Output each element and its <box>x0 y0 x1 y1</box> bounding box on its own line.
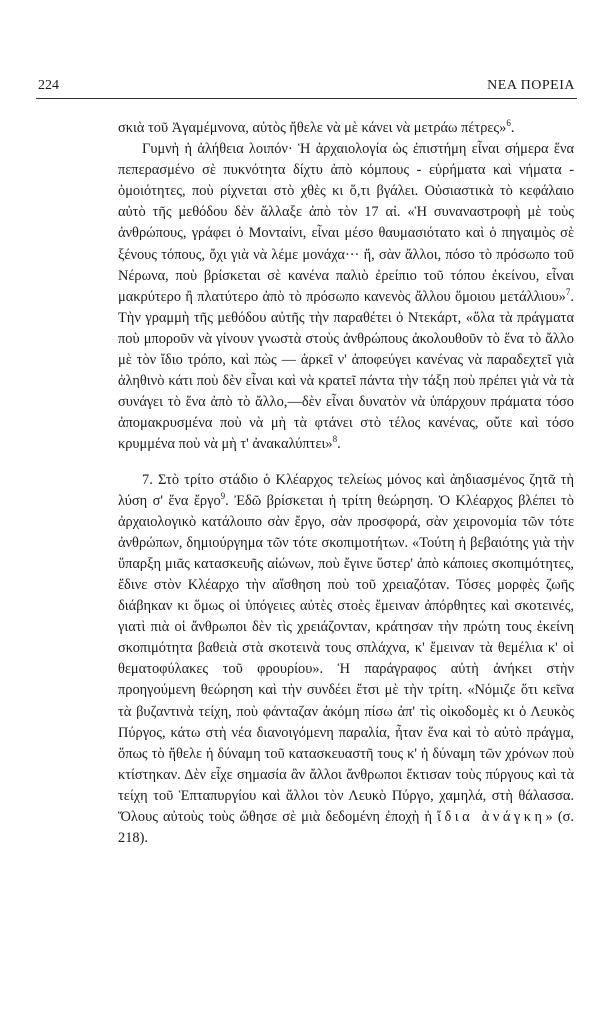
footnote-ref-6: 6 <box>506 118 511 129</box>
paragraph-3-end: » (σ. 218). <box>118 809 574 847</box>
paragraph-1-end: . <box>510 120 515 136</box>
header-rule <box>36 98 577 99</box>
footnote-ref-7: 7 <box>565 286 571 297</box>
footnote-ref-8: 8 <box>332 434 338 445</box>
paragraph-2 <box>118 139 574 455</box>
running-head <box>38 78 575 98</box>
paragraph-3-text-a: 7. Στὸ τρίτο στάδιο ὁ Κλέαρχος τελείως μόνος καὶ ἀηδιασμένος ζητᾶ τὴ λύση σ' ἕνα ἔργο <box>118 471 574 509</box>
journal-title: ΝΕΑ ΠΟΡΕΙΑ <box>487 78 575 93</box>
paragraph-2-end: . <box>337 436 341 453</box>
emphasized-phrase: ἴδια ἀνάγκη <box>437 809 546 825</box>
paragraph-2-text-a: Γυμνὴ ἡ ἀλήθεια λοιπόν· Ἡ ἀρχαιολογία ὡς ἐπιστήμη εἶναι σήμερα ἕνα πεπερασμένο σὲ πυκνότητα δίχτυ ἀπὸ κόμπους - εὑρήματα καὶ νήματα - ὁμοιότητες, ποὺ ρίχνεται στὸ χθὲς κι ὅ,τι βγάλει. Οὐσιαστικὰ τὸ κεφάλαιο αὐτὸ τῆς μεθόδου δὲν ἄλλαξε ἀπὸ τὸν 17 αἰ. «Ἡ συναναστροφὴ μὲ τοὺς ἀνθρώπους, γράφει ὁ Μονταίνι, εἶναι μέσο θαυμασιότατο καὶ ὁ πηγαιμὸς σὲ ξένους τόπους, ὄχι γιὰ νὰ λέμε μονάχα··· ἤ, σὰν ἄλλοι, πόσο τὸ πρόσωπο τοῦ Νέρωνα, ποὺ βρίσκεται σὲ κανένα παλιὸ ἐρείπιο τοῦ τόπου ἐκείνου, εἶναι μακρύτερο ἢ πλατύτερο ἀπὸ τὸ πρόσωπο κανενὸς ἄλλου ὅμοιου μετάλλιου» <box>118 141 574 305</box>
paragraph-1 <box>118 118 574 139</box>
paragraph-3-text-b: . Ἐδῶ βρίσκεται ἡ τρίτη θεώρηση. Ὁ Κλέαρχος βλέπει τὸ ἀρχαιολογικὸ κατάλοιπο σὰν ἔργο, σὰν προσφορά, σὰν χειρονομία τῶν τότε ἀνθρώπων, δημιούργημα τῶν τότε σκοπιμοτήτων. «Τούτη ἡ βεβαιότης γιὰ τὴν ὕπαρξη μιᾶς κατασκευῆς αἰώνων, ποὺ ἔγινε ὕστερ' ἀπὸ κάποιες σκοπιμότητες, ἔδινε στὸν Κλέαρχο τὴν αἴσθηση ποὺ τοῦ χρειαζόταν. Τόσες μορφὲς ζωῆς διάβηκαν κι ὅμως οἱ ὑπόγειες αὐτὲς στοὲς ἔμειναν ἀπόρθητες καὶ σκοτεινές, γιατὶ πιὰ οἱ ἄνθρωποι δὲν τὶς χρειάζονταν, κράτησαν τὴν πρώτη τους ἐκείνη σκοπιμότητα βαθειὰ στὰ σκοτεινὰ τους σπλάχνα, κ' ἔμειναν τὰ θεμέλια κ' οἱ θεματοφύλακες τοῦ φρουρίου». Ἡ παράγραφος αὐτὴ ἀνήκει στὴν προηγούμενη θεώρηση καὶ τὴν συνδέει ἔτσι μὲ τὴν τρίτη. «Νόμιζε ὅτι κεῖνα τὰ βυζαντινὰ τείχη, ποὺ φάνταζαν ἀκόμη πίσω ἀπ' τὶς οἰκοδομὲς κι ὁ Λευκὸς Πύργος, κάτω στὴ νέα διανοιγόμενη παραλία, ἦταν ἕνα καὶ τὸ αὐτὸ πράγμα, ὅπως τὸ ἤθελε ἡ δύναμη τοῦ κατασκευαστῆ τους κ' ἡ δύναμη τῶν χρόνων ποὺ κτίστηκαν. Δὲν εἶχε σημασία ἂν ἄλλοι ἄνθρωποι ἔκτισαν τοὺς πύργους καὶ τὰ τείχη τοῦ Ἑπταπυργίου καὶ ἄλλοι τὸν Λευκὸ Πύργο, χαμηλά, στὴ θάλασσα. Ὅλους αὐτοὺς τοὺς ὤθησε σὲ μιὰ δεδομένη ἐποχὴ ἡ <box>118 492 575 825</box>
footnote-ref-9: 9 <box>220 490 226 501</box>
paragraph-3 <box>118 470 574 850</box>
paragraph-1-text: σκιὰ τοῦ Ἀγαμέμνονα, αὐτὸς ἤθελε νὰ μὲ κάνει νὰ μετράω πέτρες» <box>118 120 507 136</box>
body-text <box>118 118 574 849</box>
paragraph-2-text-b: . Τὴν γραμμὴ τῆς μεθόδου αὐτῆς τὴν παραθέτει ὁ Ντεκάρτ, «ὅλα τὰ πράγματα ποὺ μποροῦν νὰ γίνουν γνωστὰ στοὺς ἀνθρώπους ἀκολουθοῦν τὸ ἕνα τὸ ἄλλο μὲ τὸν ἴδιο τρόπο, καὶ πὼς — ἀρκεῖ ν' ἀποφεύγει κανένας νὰ παραδεχτεῖ γιὰ ἀληθινὸ κάτι ποὺ δὲν εἶναι καὶ νὰ κρατεῖ πάντα τὴν τάξη ποὺ πρέπει γιὰ νὰ τὰ συνάγει τὸ ἕνα ἀπὸ τὸ ἄλλο,—δὲν εἶναι δυνατὸν νὰ ὑπάρχουν πράματα τόσο ἀπομακρυσμένα ποὺ νὰ μὴ τὰ φτάνει στὸ τέλος κανένας, οὔτε καὶ τόσο κρυμμένα ποὺ νὰ μὴ τ' ἀνακαλύπτει» <box>118 288 574 453</box>
page-number: 224 <box>38 78 59 93</box>
